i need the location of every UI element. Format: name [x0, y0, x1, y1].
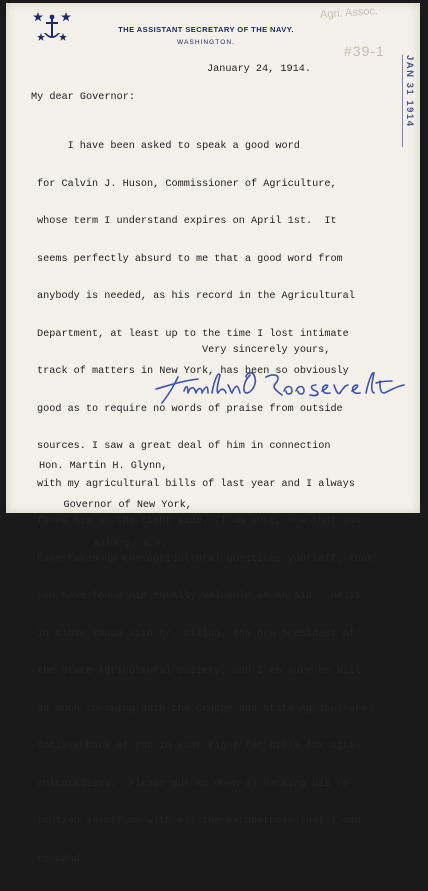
body-line: I have been asked to speak a good word	[37, 141, 300, 152]
address-line: Governor of New York,	[39, 500, 192, 511]
address-line: Hon. Martin H. Glynn,	[39, 461, 168, 472]
body-line: do much to swing both the Grange and State Agricultural	[37, 703, 374, 715]
body-line: sources. I saw a great deal of him in connection	[37, 441, 331, 452]
recipient-address	[39, 434, 192, 577]
archive-pencil-mark: Agri. Assoc.	[319, 4, 379, 22]
letterhead-title: THE ASSISTANT SECRETARY OF THE NAVY.	[118, 25, 294, 34]
body-line: culturalists. Please put me down as backing his re-	[37, 778, 355, 790]
body-line: for Calvin J. Huson, Commissioner of Agriculture,	[37, 178, 337, 190]
handwritten-signature	[154, 363, 420, 411]
letter-salutation: My dear Governor:	[31, 92, 135, 103]
body-line: tention in office with all the earnestness that I can	[37, 816, 362, 827]
body-line: seems perfectly absurd to me that a good word from	[37, 253, 343, 265]
body-line: anybody is needed, as his record in the Agricultural	[37, 291, 355, 302]
letterhead	[116, 25, 296, 46]
body-line: you have found him equally valuable as an aid. He is	[37, 591, 362, 602]
address-line: Albany, N.Y.	[39, 539, 168, 550]
body-line: track of matters in New York, has been so obviously	[37, 366, 349, 377]
file-number-mark: #39-1	[344, 43, 385, 59]
letter-sheet	[6, 3, 420, 865]
body-line: good as to require no words of praise from outside	[37, 403, 343, 415]
body-line: in close touch with Mr. Dillon, the new president of	[37, 628, 355, 640]
body-line: whose term I understand expires on April 1st. It	[37, 216, 337, 227]
body-line: with my agricultural bills of last year and I always	[37, 478, 355, 490]
letter-closing: Very sincerely yours,	[202, 345, 331, 356]
body-line: the State Agricultural Society, and I am sure he will	[37, 666, 362, 677]
received-date-text: JAN 31 1914	[404, 55, 415, 128]
received-date-stamp	[402, 55, 415, 147]
body-line: found him on the right side. I am sure, now that you	[37, 516, 362, 527]
body-line: command.	[37, 853, 86, 865]
navy-flag-anchor-seal	[32, 11, 72, 45]
body-line: Department, at least up to the time I lost intimate	[37, 328, 349, 340]
letterhead-location: WASHINGTON.	[177, 39, 235, 46]
body-line: Society back of you in your fight for bills for agri-	[37, 741, 362, 752]
body-line: have taken up the agricultural questions yourself, that	[37, 553, 374, 565]
letter-date: January 24, 1914.	[207, 64, 311, 75]
